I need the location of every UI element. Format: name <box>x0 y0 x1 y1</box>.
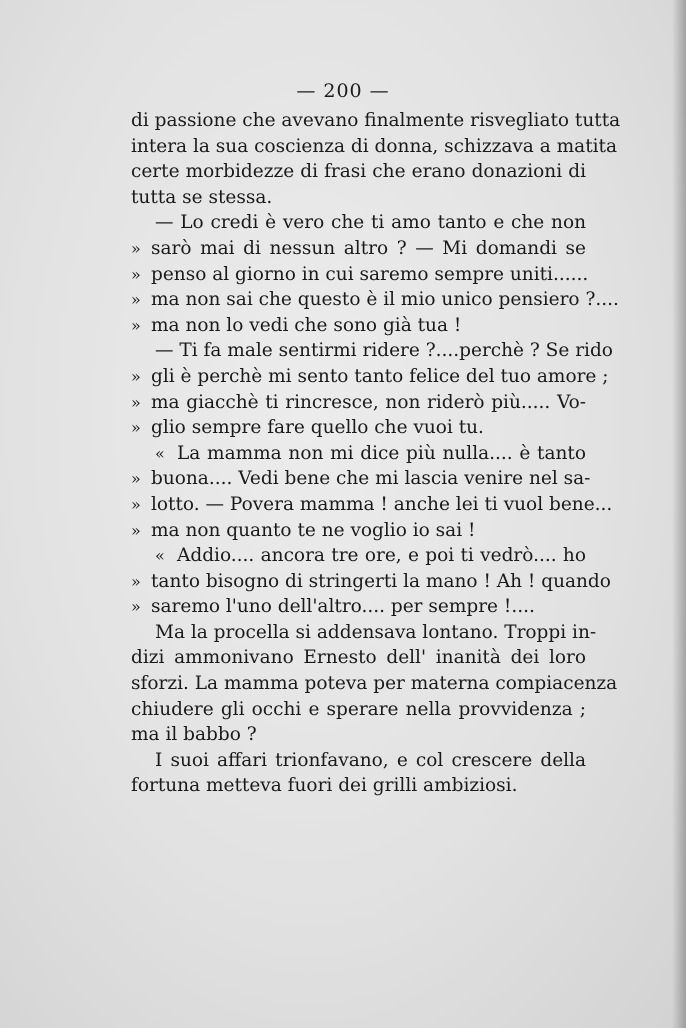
text-line <box>131 518 586 544</box>
quote-mark: » <box>131 571 141 591</box>
text-line <box>131 159 586 185</box>
line-text: I suoi affari trionfavano, e col crescere della <box>155 749 586 771</box>
text-line <box>131 108 621 134</box>
text-line <box>131 748 586 774</box>
line-text: — Ti fa male sentirmi ridere ?....perchè ? Se rido <box>155 340 613 362</box>
text-line <box>131 543 586 569</box>
text-line <box>131 492 613 518</box>
quote-mark: » <box>131 366 141 386</box>
text-line <box>131 466 591 492</box>
line-text: certe morbidezze di frasi che erano donazioni di <box>131 161 586 183</box>
text-line <box>131 287 619 313</box>
line-text: di passione che avevano finalmente risvegliato tutta <box>131 110 621 131</box>
page-edge-shadow <box>672 0 686 1028</box>
text-line <box>131 569 611 595</box>
quote-mark: « <box>155 546 165 566</box>
line-text: — Lo credi è vero che ti amo tanto e che non <box>155 212 586 234</box>
line-text: sarò mai di nessun altro ? — Mi domandi se <box>151 237 586 259</box>
text-line <box>131 313 586 339</box>
quote-mark: » <box>131 264 141 284</box>
text-line <box>131 185 586 211</box>
line-text: penso al giorno in cui saremo sempre uniti...... <box>151 263 589 285</box>
text-line <box>131 415 586 441</box>
line-text: chiudere gli occhi e sperare nella provvidenza ; <box>131 698 586 720</box>
quote-mark: » <box>131 494 141 514</box>
quote-mark: « <box>155 443 165 463</box>
text-line <box>131 594 586 620</box>
text-line <box>131 773 586 799</box>
quote-mark: » <box>131 520 141 540</box>
line-text: tanto bisogno di stringerti la mano ! Ah ! quando <box>151 570 611 592</box>
text-line <box>131 722 586 748</box>
quote-mark: » <box>131 392 141 412</box>
line-text: sforzi. La mamma poteva per materna compiacenza <box>131 673 618 695</box>
line-text: tutta se stessa. <box>131 186 273 208</box>
line-text: gli è perchè mi sento tanto felice del tuo amore ; <box>151 365 609 387</box>
line-text: intera la sua coscienza di donna, schizzava a matita <box>131 135 618 157</box>
text-line <box>131 620 597 646</box>
text-line <box>131 671 618 697</box>
line-text: ma non lo vedi che sono già tua ! <box>151 314 462 336</box>
quote-mark: » <box>131 418 141 438</box>
text-line <box>131 441 586 467</box>
line-text: saremo l'uno dell'altro.... per sempre !.... <box>151 596 535 618</box>
quote-mark: » <box>131 238 141 258</box>
text-line <box>131 390 586 416</box>
quote-mark: » <box>131 469 141 489</box>
text-line <box>131 697 586 723</box>
text-line <box>131 364 609 390</box>
text-line <box>131 262 589 288</box>
line-text: Ma la procella si addensava lontano. Troppi in- <box>155 621 597 643</box>
line-text: ma non quanto te ne voglio io sai ! <box>151 519 476 541</box>
body-text <box>131 108 621 799</box>
quote-mark: » <box>131 597 141 617</box>
line-text: ma giacchè ti rincresce, non riderò più..... Vo- <box>151 391 586 413</box>
line-text: lotto. — Povera mamma ! anche lei ti vuol bene... <box>151 493 613 515</box>
line-text: ma il babbo ? <box>131 724 257 746</box>
text-line <box>131 134 618 160</box>
text-line <box>131 210 586 236</box>
page-number: — 200 — <box>296 80 390 102</box>
line-text: Addio.... ancora tre ore, e poi ti vedrò.... ho <box>177 545 586 567</box>
text-line <box>131 645 586 671</box>
line-text: La mamma non mi dice più nulla.... è tanto <box>177 442 586 464</box>
line-text: ma non sai che questo è il mio unico pensiero ?.... <box>151 289 619 311</box>
line-text: buona.... Vedi bene che mi lascia venire nel sa- <box>151 468 591 490</box>
text-line <box>131 338 613 364</box>
line-text: glio sempre fare quello che vuoi tu. <box>151 417 484 439</box>
line-text: fortuna metteva fuori dei grilli ambiziosi. <box>131 775 518 797</box>
quote-mark: » <box>131 290 141 310</box>
quote-mark: » <box>131 315 141 335</box>
text-line <box>131 236 586 262</box>
line-text: dizi ammonivano Ernesto dell' inanità dei loro <box>131 647 586 669</box>
